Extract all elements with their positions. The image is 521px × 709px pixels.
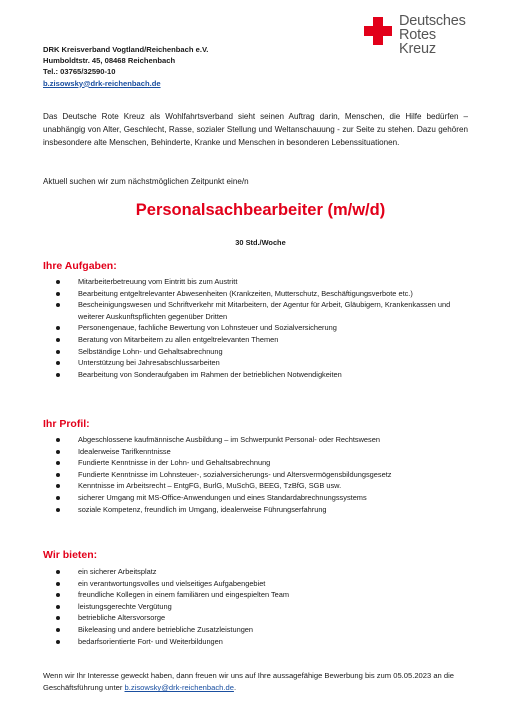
section-heading-aufgaben: Ihre Aufgaben: bbox=[43, 260, 117, 272]
search-line: Aktuell suchen wir zum nächstmöglichen Zeitpunkt eine/n bbox=[43, 177, 249, 186]
list-item: soziale Kompetenz, freundlich im Umgang, idealerweise Führungserfahrung bbox=[52, 504, 472, 516]
list-item: betriebliche Altersvorsorge bbox=[52, 612, 472, 624]
list-item: sicherer Umgang mit MS-Office-Anwendungen und eines Standardabrechnungssystems bbox=[52, 492, 472, 504]
closing-paragraph bbox=[43, 670, 473, 695]
list-item: Fundierte Kenntnisse im Lohnsteuer-, sozialversicherungs- und Altersvermögensbildungsgesetz bbox=[52, 469, 472, 481]
org-name: DRK Kreisverband Vogtland/Reichenbach e.V. bbox=[43, 45, 209, 54]
hours-per-week: 30 Std./Woche bbox=[235, 238, 286, 247]
drk-logo bbox=[364, 15, 494, 65]
job-title: Personalsachbearbeiter (m/w/d) bbox=[135, 201, 386, 219]
list-item: leistungsgerechte Vergütung bbox=[52, 601, 472, 613]
list-item: Abgeschlossene kaufmännische Ausbildung – im Schwerpunkt Personal- oder Rechtswesen bbox=[52, 434, 472, 446]
closing-end: . bbox=[233, 683, 237, 693]
list-item: ein verantwortungsvolles und vielseitiges Aufgabengebiet bbox=[52, 578, 472, 590]
list-item: Personengenaue, fachliche Bewertung von Lohnsteuer und Sozialversicherung bbox=[52, 322, 472, 334]
logo-line-1: Deutsches bbox=[399, 13, 466, 29]
list-item: freundliche Kollegen in einem familiären und eingespielten Team bbox=[52, 589, 472, 601]
red-cross-icon bbox=[364, 17, 392, 45]
list-item: bedarfsorientierte Fort- und Weiterbildungen bbox=[52, 636, 472, 648]
phone-number: Tel.: 03765/32590-10 bbox=[43, 67, 116, 77]
aufgaben-list bbox=[52, 276, 472, 380]
list-item: Bikeleasing und andere betriebliche Zusatzleistungen bbox=[52, 624, 472, 636]
street-address: Humboldtstr. 45, 08468 Reichenbach bbox=[43, 56, 176, 66]
list-item: Selbständige Lohn- und Gehaltsabrechnung bbox=[52, 346, 472, 358]
list-item: Mitarbeiterbetreuung vom Eintritt bis zum Austritt bbox=[52, 276, 472, 288]
logo-line-3: Kreuz bbox=[399, 41, 436, 57]
list-item: Beratung von Mitarbeitern zu allen entgeltrelevanten Themen bbox=[52, 334, 472, 346]
list-item: Bearbeitung von Sonderaufgaben im Rahmen der betrieblichen Notwendigkeiten bbox=[52, 369, 472, 381]
profil-list bbox=[52, 434, 472, 515]
logo-wordmark bbox=[399, 14, 466, 56]
closing-email-link[interactable]: b.zisowsky@drk-reichenbach.de bbox=[124, 683, 234, 693]
address-block bbox=[43, 44, 208, 89]
list-item: Idealerweise Tarifkenntnisse bbox=[52, 446, 472, 458]
list-item: Bearbeitung entgeltrelevanter Abwesenheiten (Krankzeiten, Mutterschutz, Beschäftigungsverbote etc.) bbox=[52, 288, 472, 300]
list-item: Bescheinigungswesen und Schriftverkehr mit Mitarbeitern, der Agentur für Arbeit, Gläubigern, Krankenkassen und weiterer Auskunftspflichten gegenüber Dritten bbox=[52, 299, 472, 322]
email-link[interactable]: b.zisowsky@drk-reichenbach.de bbox=[43, 78, 161, 88]
intro-paragraph: Das Deutsche Rote Kreuz als Wohlfahrtsverband sieht seinen Auftrag darin, Menschen, die Hilfe bedürfen – unabhängig von Alter, Geschlecht, Rasse, sozialer Stellung und Weltanschauung - zur Seite zu stehen. Dazu gehören insbesondere alte Menschen, Behinderte, Kranke und Menschen in besonderen Lebenssituationen. bbox=[43, 112, 468, 147]
bieten-list bbox=[52, 566, 472, 647]
list-item: Fundierte Kenntnisse in der Lohn- und Gehaltsabrechnung bbox=[52, 457, 472, 469]
section-heading-profil: Ihr Profil: bbox=[43, 418, 90, 430]
section-heading-bieten: Wir bieten: bbox=[43, 549, 98, 561]
list-item: Unterstützung bei Jahresabschlussarbeiten bbox=[52, 357, 472, 369]
logo-line-2: Rotes bbox=[399, 27, 436, 43]
list-item: ein sicherer Arbeitsplatz bbox=[52, 566, 472, 578]
list-item: Kenntnisse im Arbeitsrecht – EntgFG, BurlG, MuSchG, BEEG, TzBfG, SGB usw. bbox=[52, 480, 472, 492]
closing-text: Wenn wir Ihr Interesse geweckt haben, dann freuen wir uns auf Ihre aussagefähige Bewerbung bis zum 05.05.2023 an die Geschäftsführung unter bbox=[43, 671, 455, 693]
